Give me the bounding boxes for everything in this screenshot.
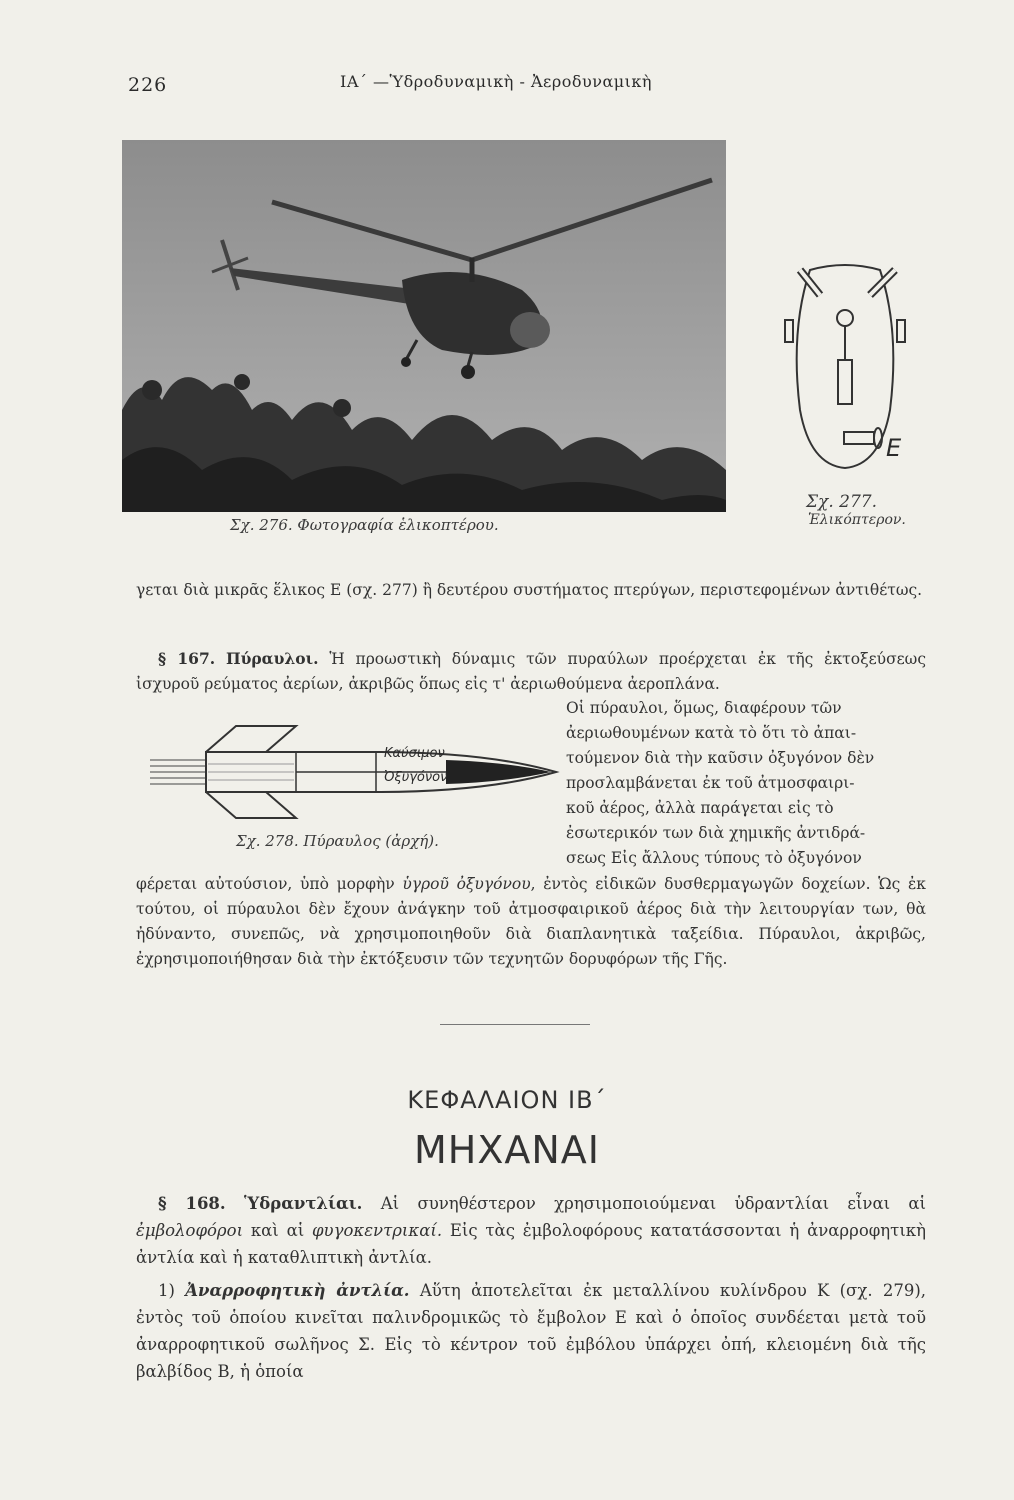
term-piston-pumps: ἐμβολοφόροι — [136, 1221, 244, 1240]
fig277-caption-text: Ἑλικόπτερον. — [808, 512, 906, 528]
fig277-caption-number: Σχ. 277. — [806, 492, 877, 512]
chapter-title: ΜΗΧΑΝΑΙ — [413, 1128, 600, 1172]
right-column-line: Οἱ πύραυλοι, ὅμως, διαφέρουν τῶν — [566, 699, 842, 717]
page-number: 226 — [128, 74, 168, 96]
continuation-text-b: , ἐντὸς εἰδικῶν δυσθερμαγωγῶν δοχείων. Ὡς ἐκ τούτου, οἱ πύραυλοι δὲν ἔχουν ἀνάγκην τοῦ ἀτμοσφαιρικοῦ ἀέρος διὰ τὴν λειτουργίαν των, θὰ ἠδύναντο, συνεπῶς, νὰ χρησιμοποιηθοῦν διὰ διαπλανητικὰ ταξείδια. Πύραυλοι, ἀκριβῶς, ἐχρησιμοποιήθησαν διὰ τὴν ἐκτόξευσιν τῶν τεχνητῶν δορυφόρων τῆς Γῆς. — [136, 875, 926, 968]
fig277-label-e: E — [886, 434, 902, 462]
section-168-number: § 168. — [158, 1194, 226, 1213]
section-168-text-c: Εἰς τὰς ἐμβολοφόρους κατατάσσονται ἡ ἀναρροφητικὴ ἀντλία καὶ ἡ καταθλιπτικὴ ἀντλία. — [136, 1221, 926, 1267]
running-title: ΙΑ΄ —Ὑδροδυναμικὴ - Ἀεροδυναμικὴ — [340, 72, 652, 91]
section-167-right-column — [566, 696, 926, 871]
section-168 — [136, 1190, 926, 1385]
right-column-line: προσλαμβάνεται ἐκ τοῦ ἀτμοσφαιρι- — [566, 774, 855, 792]
right-column-line: τούμενον διὰ τὴν καῦσιν ὀξυγόνον δὲν — [566, 749, 875, 767]
section-divider — [440, 1024, 590, 1025]
item-1-text: Αὕτη ἀποτελεῖται ἐκ μεταλλίνου κυλίνδρου Κ (σχ. 279), ἐντὸς τοῦ ὁποίου κινεῖται παλινδρομικῶς τὸ ἔμβολον Ε καὶ ὁ ὁποῖος συνδέεται μετὰ τοῦ ἀναρροφητικοῦ σωλῆνος Σ. Εἰς τὸ κέντρον τοῦ ἐμβόλου ὑπάρχει ὀπή, κλειομένη διὰ τῆς βαλβίδος Β, ἡ ὁποία — [136, 1281, 927, 1381]
right-column-line: κοῦ ἀέρος, ἀλλὰ παράγεται εἰς τὸ — [566, 799, 834, 817]
item-1-title: Ἀναρροφητικὴ ἀντλία. — [185, 1281, 410, 1300]
continuation-text-a: φέρεται αὐτούσιον, ὑπὸ μορφὴν — [136, 875, 403, 893]
fig278-caption: Σχ. 278. Πύραυλος (ἀρχή). — [236, 832, 439, 850]
right-column-line: ἐσωτερικόν των διὰ χημικῆς ἀντιδρά- — [566, 824, 866, 842]
paragraph-helicopter-tail — [136, 578, 926, 603]
chapter-label: ΚΕΦΑΛΑΙΟΝ ΙΒ΄ — [407, 1086, 607, 1114]
section-167-lead-text: Ἡ προωστικὴ δύναμις τῶν πυραύλων προέρχεται ἐκ τῆς ἐκτοξεύσεως ἰσχυροῦ ρεύματος ἀερίων, ἀκριβῶς ὅπως εἰς τ' ἀεριωθούμενα ἀεροπλάνα. — [136, 650, 927, 693]
term-centrifugal-pumps: φυγοκεντρικαί. — [312, 1221, 443, 1240]
liquid-oxygen-term: ὑγροῦ ὀξυγόνου — [402, 875, 531, 893]
helicopter-photo-image — [122, 140, 726, 512]
section-168-title: Ὑδραντλίαι. — [244, 1194, 363, 1213]
fig278-label-fuel: Καύσιμον — [384, 746, 445, 761]
right-column-line: σεως Εἰς ἄλλους τύπους τὸ ὀξυγόνον — [566, 849, 862, 867]
section-167-number: § 167. — [158, 649, 216, 668]
fig276-caption: Σχ. 276. Φωτογραφία ἑλικοπτέρου. — [230, 516, 499, 534]
section-167-continuation — [136, 872, 926, 972]
helicopter-photo — [122, 140, 726, 512]
paragraph-text: γεται διὰ μικρᾶς ἕλικος Ε (σχ. 277) ἢ δευτέρου συστήματος πτερύγων, περιστεφομένων ἀντιθέτως. — [136, 581, 923, 599]
section-167-title: Πύραυλοι. — [225, 649, 319, 668]
section-168-text-b: καὶ αἱ — [243, 1221, 312, 1240]
fig278-label-oxygen: Ὀξυγόνον — [384, 770, 448, 785]
item-1-number: 1) — [158, 1281, 175, 1300]
section-168-text-a: Αἱ συνηθέστερον χρησιμοποιούμεναι ὑδραντλίαι εἶναι αἱ — [380, 1194, 927, 1213]
right-column-line: ἀεριωθουμένων κατὰ τὸ ὅτι τὸ ἀπαι- — [566, 724, 857, 742]
section-167-lead — [136, 646, 926, 697]
fig278-rocket-diagram — [146, 722, 566, 822]
